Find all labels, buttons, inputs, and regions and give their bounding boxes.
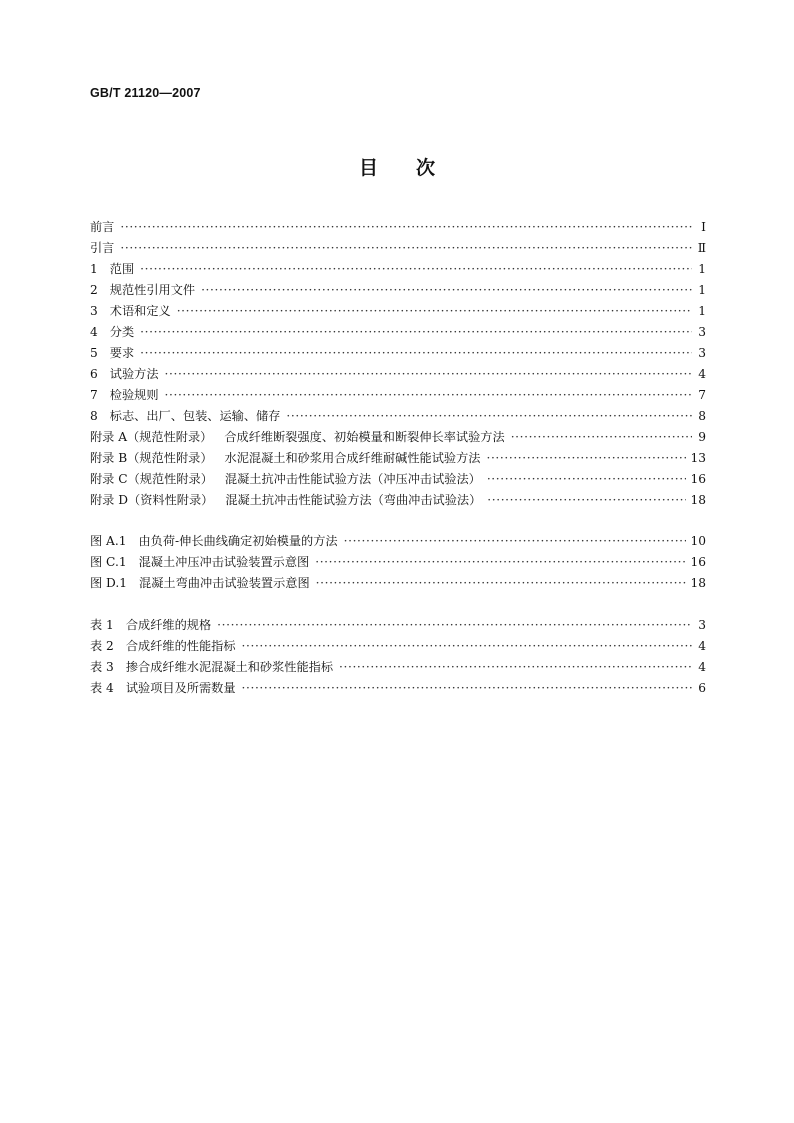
toc-entry-number: 3 <box>90 304 98 318</box>
toc-entry-label <box>90 552 309 573</box>
page-title: 目次 <box>358 157 473 179</box>
toc-entry-text: 分类 <box>109 325 135 339</box>
toc-entry[interactable] <box>90 217 706 238</box>
toc-page-number: 1 <box>698 283 706 297</box>
toc-page-number: 7 <box>698 388 706 402</box>
toc-entry-label <box>90 259 134 280</box>
toc-entry-label <box>90 406 280 427</box>
toc-page-number: Ⅰ <box>701 220 706 234</box>
toc-page-number: 3 <box>698 618 706 632</box>
dot-leader <box>511 427 692 448</box>
table-of-contents <box>90 217 706 511</box>
toc-entry-number: 附录 C（规范性附录） <box>90 472 213 486</box>
toc-entry-number: 附录 B（规范性附录） <box>90 451 213 465</box>
toc-entry-text: 规范性引用文件 <box>109 283 196 297</box>
list-of-figures <box>90 531 706 594</box>
toc-entry-number: 图 D.1 <box>90 576 128 590</box>
toc-entry-number: 7 <box>90 388 98 402</box>
toc-entry-text: 由负荷-伸长曲线确定初始模量的方法 <box>138 534 338 548</box>
toc-entry[interactable] <box>90 385 706 406</box>
dot-leader <box>165 385 692 406</box>
toc-page-number: 1 <box>698 262 706 276</box>
dot-leader <box>315 552 686 573</box>
toc-entry-text: 合成纤维断裂强度、初始模量和断裂伸长率试验方法 <box>224 430 505 444</box>
dot-leader <box>140 343 692 364</box>
toc-entry-label <box>90 469 481 490</box>
toc-entry-label <box>90 280 195 301</box>
toc-entry-label <box>90 657 333 678</box>
toc-entry[interactable] <box>90 469 706 490</box>
dot-leader <box>339 657 692 678</box>
toc-entry-text: 合成纤维的规格 <box>125 618 212 632</box>
toc-entry-label <box>90 364 159 385</box>
toc-entry-text: 水泥混凝土和砂浆用合成纤维耐碱性能试验方法 <box>224 451 481 465</box>
toc-entry-number: 附录 D（资料性附录） <box>90 493 214 507</box>
table-entry[interactable] <box>90 636 706 657</box>
dot-leader <box>201 280 692 301</box>
toc-entry-number: 图 A.1 <box>90 534 127 548</box>
toc-page-number: Ⅱ <box>697 241 706 255</box>
toc-entry-label <box>90 238 114 259</box>
figure-entry[interactable] <box>90 531 706 552</box>
table-entry[interactable] <box>90 615 706 636</box>
toc-page-number: 4 <box>698 639 706 653</box>
toc-entry-label <box>90 490 481 511</box>
toc-entry-number: 表 4 <box>90 681 114 695</box>
toc-entry-text: 标志、出厂、包装、运输、储存 <box>109 409 281 423</box>
table-entry[interactable] <box>90 678 706 699</box>
figure-entry[interactable] <box>90 573 706 594</box>
toc-entry[interactable] <box>90 490 706 511</box>
toc-entry-text: 检验规则 <box>109 388 159 402</box>
toc-entry-number: 2 <box>90 283 98 297</box>
toc-entry-label <box>90 448 480 469</box>
table-entry[interactable] <box>90 657 706 678</box>
dot-leader <box>165 364 692 385</box>
toc-entry-label <box>90 343 134 364</box>
toc-entry-text: 范围 <box>109 262 135 276</box>
figure-entry[interactable] <box>90 552 706 573</box>
dot-leader <box>217 615 692 636</box>
toc-page-number: 4 <box>698 660 706 674</box>
dot-leader <box>487 490 686 511</box>
toc-entry[interactable] <box>90 259 706 280</box>
toc-entry-text: 混凝土弯曲冲击试验装置示意图 <box>139 576 310 590</box>
toc-entry-label <box>90 615 211 636</box>
toc-entry-text: 混凝土抗冲击性能试验方法（冲压冲击试验法） <box>224 472 481 486</box>
toc-page-number: 8 <box>698 409 706 423</box>
dot-leader <box>242 636 692 657</box>
list-of-tables <box>90 615 706 699</box>
dot-leader <box>487 469 687 490</box>
toc-page-number: 13 <box>690 451 706 465</box>
dot-leader <box>140 259 692 280</box>
toc-entry-text: 引言 <box>90 241 115 255</box>
toc-entry-label <box>90 636 236 657</box>
toc-entry[interactable] <box>90 427 706 448</box>
toc-entry-label <box>90 217 114 238</box>
toc-entry-text: 混凝土抗冲击性能试验方法（弯曲冲击试验法） <box>225 493 482 507</box>
toc-entry-label <box>90 322 134 343</box>
toc-entry-label <box>90 301 171 322</box>
dot-leader <box>486 448 686 469</box>
toc-page-number: 3 <box>698 325 706 339</box>
toc-page-number: 4 <box>698 367 706 381</box>
toc-entry-text: 前言 <box>90 220 115 234</box>
toc-entry-number: 4 <box>90 325 98 339</box>
toc-page-number: 6 <box>698 681 706 695</box>
toc-page-number: 18 <box>690 493 706 507</box>
standard-code: GB/T 21120—2007 <box>90 86 201 100</box>
toc-entry-text: 混凝土冲压冲击试验装置示意图 <box>138 555 310 569</box>
toc-page-number: 3 <box>698 346 706 360</box>
toc-page-number: 1 <box>698 304 706 318</box>
toc-entry-number: 图 C.1 <box>90 555 127 569</box>
toc-entry-number: 5 <box>90 346 98 360</box>
dot-leader <box>242 678 692 699</box>
toc-entry-label <box>90 531 338 552</box>
toc-entry-number: 附录 A（规范性附录） <box>90 430 213 444</box>
toc-entry-number: 8 <box>90 409 98 423</box>
toc-entry[interactable] <box>90 238 706 259</box>
toc-page-number: 16 <box>690 555 706 569</box>
dot-leader <box>140 322 692 343</box>
toc-entry-label <box>90 678 236 699</box>
toc-entry-text: 术语和定义 <box>109 304 171 318</box>
toc-page-number: 18 <box>690 576 706 590</box>
dot-leader <box>316 573 687 594</box>
dot-leader <box>286 406 692 427</box>
toc-entry-text: 合成纤维的性能指标 <box>125 639 236 653</box>
toc-entry-label <box>90 427 505 448</box>
toc-entry-text: 试验方法 <box>109 367 159 381</box>
toc-entry-number: 6 <box>90 367 98 381</box>
dot-leader <box>120 238 692 259</box>
toc-entry[interactable] <box>90 301 706 322</box>
toc-entry-text: 要求 <box>109 346 135 360</box>
toc-entry-text: 试验项目及所需数量 <box>125 681 236 695</box>
dot-leader <box>344 531 687 552</box>
dot-leader <box>120 217 692 238</box>
toc-entry[interactable] <box>90 343 706 364</box>
toc-entry-text: 掺合成纤维水泥混凝土和砂浆性能指标 <box>125 660 334 674</box>
toc-entry[interactable] <box>90 280 706 301</box>
dot-leader <box>177 301 692 322</box>
toc-entry-number: 表 1 <box>90 618 114 632</box>
toc-entry-label <box>90 385 159 406</box>
toc-entry-number: 1 <box>90 262 98 276</box>
toc-entry[interactable] <box>90 406 706 427</box>
toc-page-number: 10 <box>690 534 706 548</box>
toc-entry-number: 表 2 <box>90 639 114 653</box>
toc-entry[interactable] <box>90 322 706 343</box>
toc-page-number: 9 <box>698 430 706 444</box>
toc-entry-label <box>90 573 310 594</box>
toc-page-number: 16 <box>690 472 706 486</box>
toc-entry[interactable] <box>90 448 706 469</box>
toc-entry[interactable] <box>90 364 706 385</box>
toc-entry-number: 表 3 <box>90 660 114 674</box>
